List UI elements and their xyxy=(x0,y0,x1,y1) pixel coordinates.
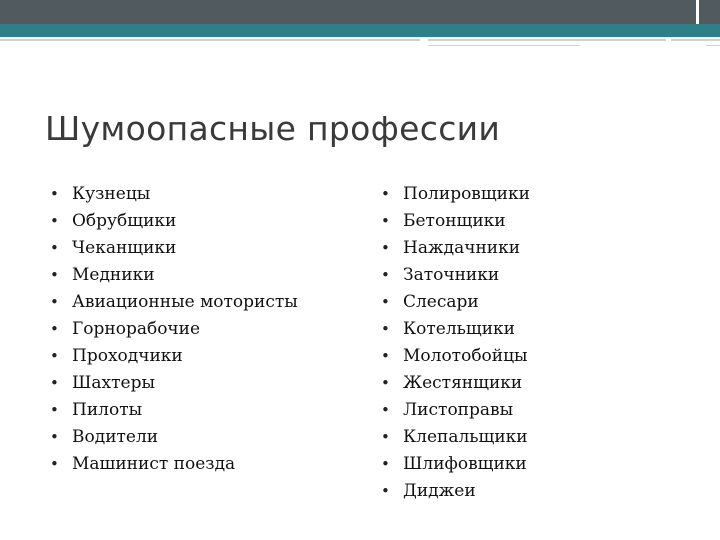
bullet-icon: • xyxy=(381,320,390,338)
list-item-text: Заточники xyxy=(403,265,500,285)
list-item-text: Котельщики xyxy=(403,319,516,339)
list-item-text: Горнорабочие xyxy=(72,319,201,339)
bullet-icon: • xyxy=(381,239,390,257)
list-item xyxy=(381,397,530,424)
bullet-icon: • xyxy=(50,428,59,446)
list-item xyxy=(50,208,298,235)
bullet-icon: • xyxy=(381,293,390,311)
list-item xyxy=(381,316,530,343)
list-item xyxy=(381,262,530,289)
list-item-text: Машинист поезда xyxy=(72,454,236,474)
list-item-text: Молотобойцы xyxy=(403,346,528,366)
bullet-icon: • xyxy=(50,455,59,473)
list-item-text: Жестянщики xyxy=(403,373,523,393)
right-bullet-list xyxy=(381,181,530,505)
bullet-icon: • xyxy=(381,374,390,392)
list-item xyxy=(381,451,530,478)
list-item xyxy=(381,343,530,370)
list-item-text: Водители xyxy=(72,427,159,447)
list-item xyxy=(50,181,298,208)
list-item-text: Листоправы xyxy=(403,400,514,420)
list-item xyxy=(50,316,298,343)
bullet-icon: • xyxy=(50,266,59,284)
slide-title: Шумоопасные профессии xyxy=(45,109,501,148)
list-item-text: Диджеи xyxy=(403,481,476,501)
bullet-icon: • xyxy=(50,347,59,365)
list-item xyxy=(50,424,298,451)
list-item-text: Проходчики xyxy=(72,346,183,366)
list-item-text: Полировщики xyxy=(403,184,530,204)
list-item xyxy=(50,451,298,478)
list-item xyxy=(381,208,530,235)
list-item xyxy=(381,181,530,208)
list-item-text: Клепальщики xyxy=(403,427,528,447)
list-item xyxy=(50,370,298,397)
list-item xyxy=(381,370,530,397)
header-rule xyxy=(0,39,420,41)
list-item-text: Медники xyxy=(72,265,155,285)
list-item-text: Обрубщики xyxy=(72,211,177,231)
list-item-text: Наждачники xyxy=(403,238,521,258)
list-item xyxy=(381,424,530,451)
bullet-icon: • xyxy=(381,455,390,473)
bullet-icon: • xyxy=(381,266,390,284)
bullet-icon: • xyxy=(50,293,59,311)
list-item-text: Чеканщики xyxy=(72,238,177,258)
bullet-icon: • xyxy=(50,401,59,419)
header-bar-teal xyxy=(0,24,720,37)
list-item-text: Шахтеры xyxy=(72,373,155,393)
bullet-icon: • xyxy=(381,212,390,230)
list-item-text: Шлифовщики xyxy=(403,454,527,474)
header-rule xyxy=(706,45,720,46)
list-item-text: Кузнецы xyxy=(72,184,151,204)
header-rule xyxy=(428,39,666,41)
list-item xyxy=(50,343,298,370)
bullet-icon: • xyxy=(381,347,390,365)
list-item xyxy=(50,397,298,424)
bullet-icon: • xyxy=(50,185,59,203)
bullet-icon: • xyxy=(50,374,59,392)
list-item-text: Пилоты xyxy=(72,400,143,420)
bullet-icon: • xyxy=(50,212,59,230)
list-item xyxy=(50,235,298,262)
list-item xyxy=(50,262,298,289)
list-item-text: Бетонщики xyxy=(403,211,506,231)
list-item xyxy=(381,235,530,262)
list-item-text: Слесари xyxy=(403,292,479,312)
header-bar-dark-corner xyxy=(699,0,720,24)
bullet-icon: • xyxy=(381,482,390,500)
list-item xyxy=(381,478,530,505)
list-item xyxy=(381,289,530,316)
bullet-icon: • xyxy=(381,185,390,203)
bullet-icon: • xyxy=(50,239,59,257)
bullet-icon: • xyxy=(50,320,59,338)
header-bar-dark xyxy=(0,0,696,24)
header-rule xyxy=(671,39,720,41)
bullet-icon: • xyxy=(381,428,390,446)
list-item xyxy=(50,289,298,316)
header-rule xyxy=(428,45,580,46)
bullet-icon: • xyxy=(381,401,390,419)
list-item-text: Авиационные мотористы xyxy=(72,292,298,312)
left-bullet-list xyxy=(50,181,298,478)
